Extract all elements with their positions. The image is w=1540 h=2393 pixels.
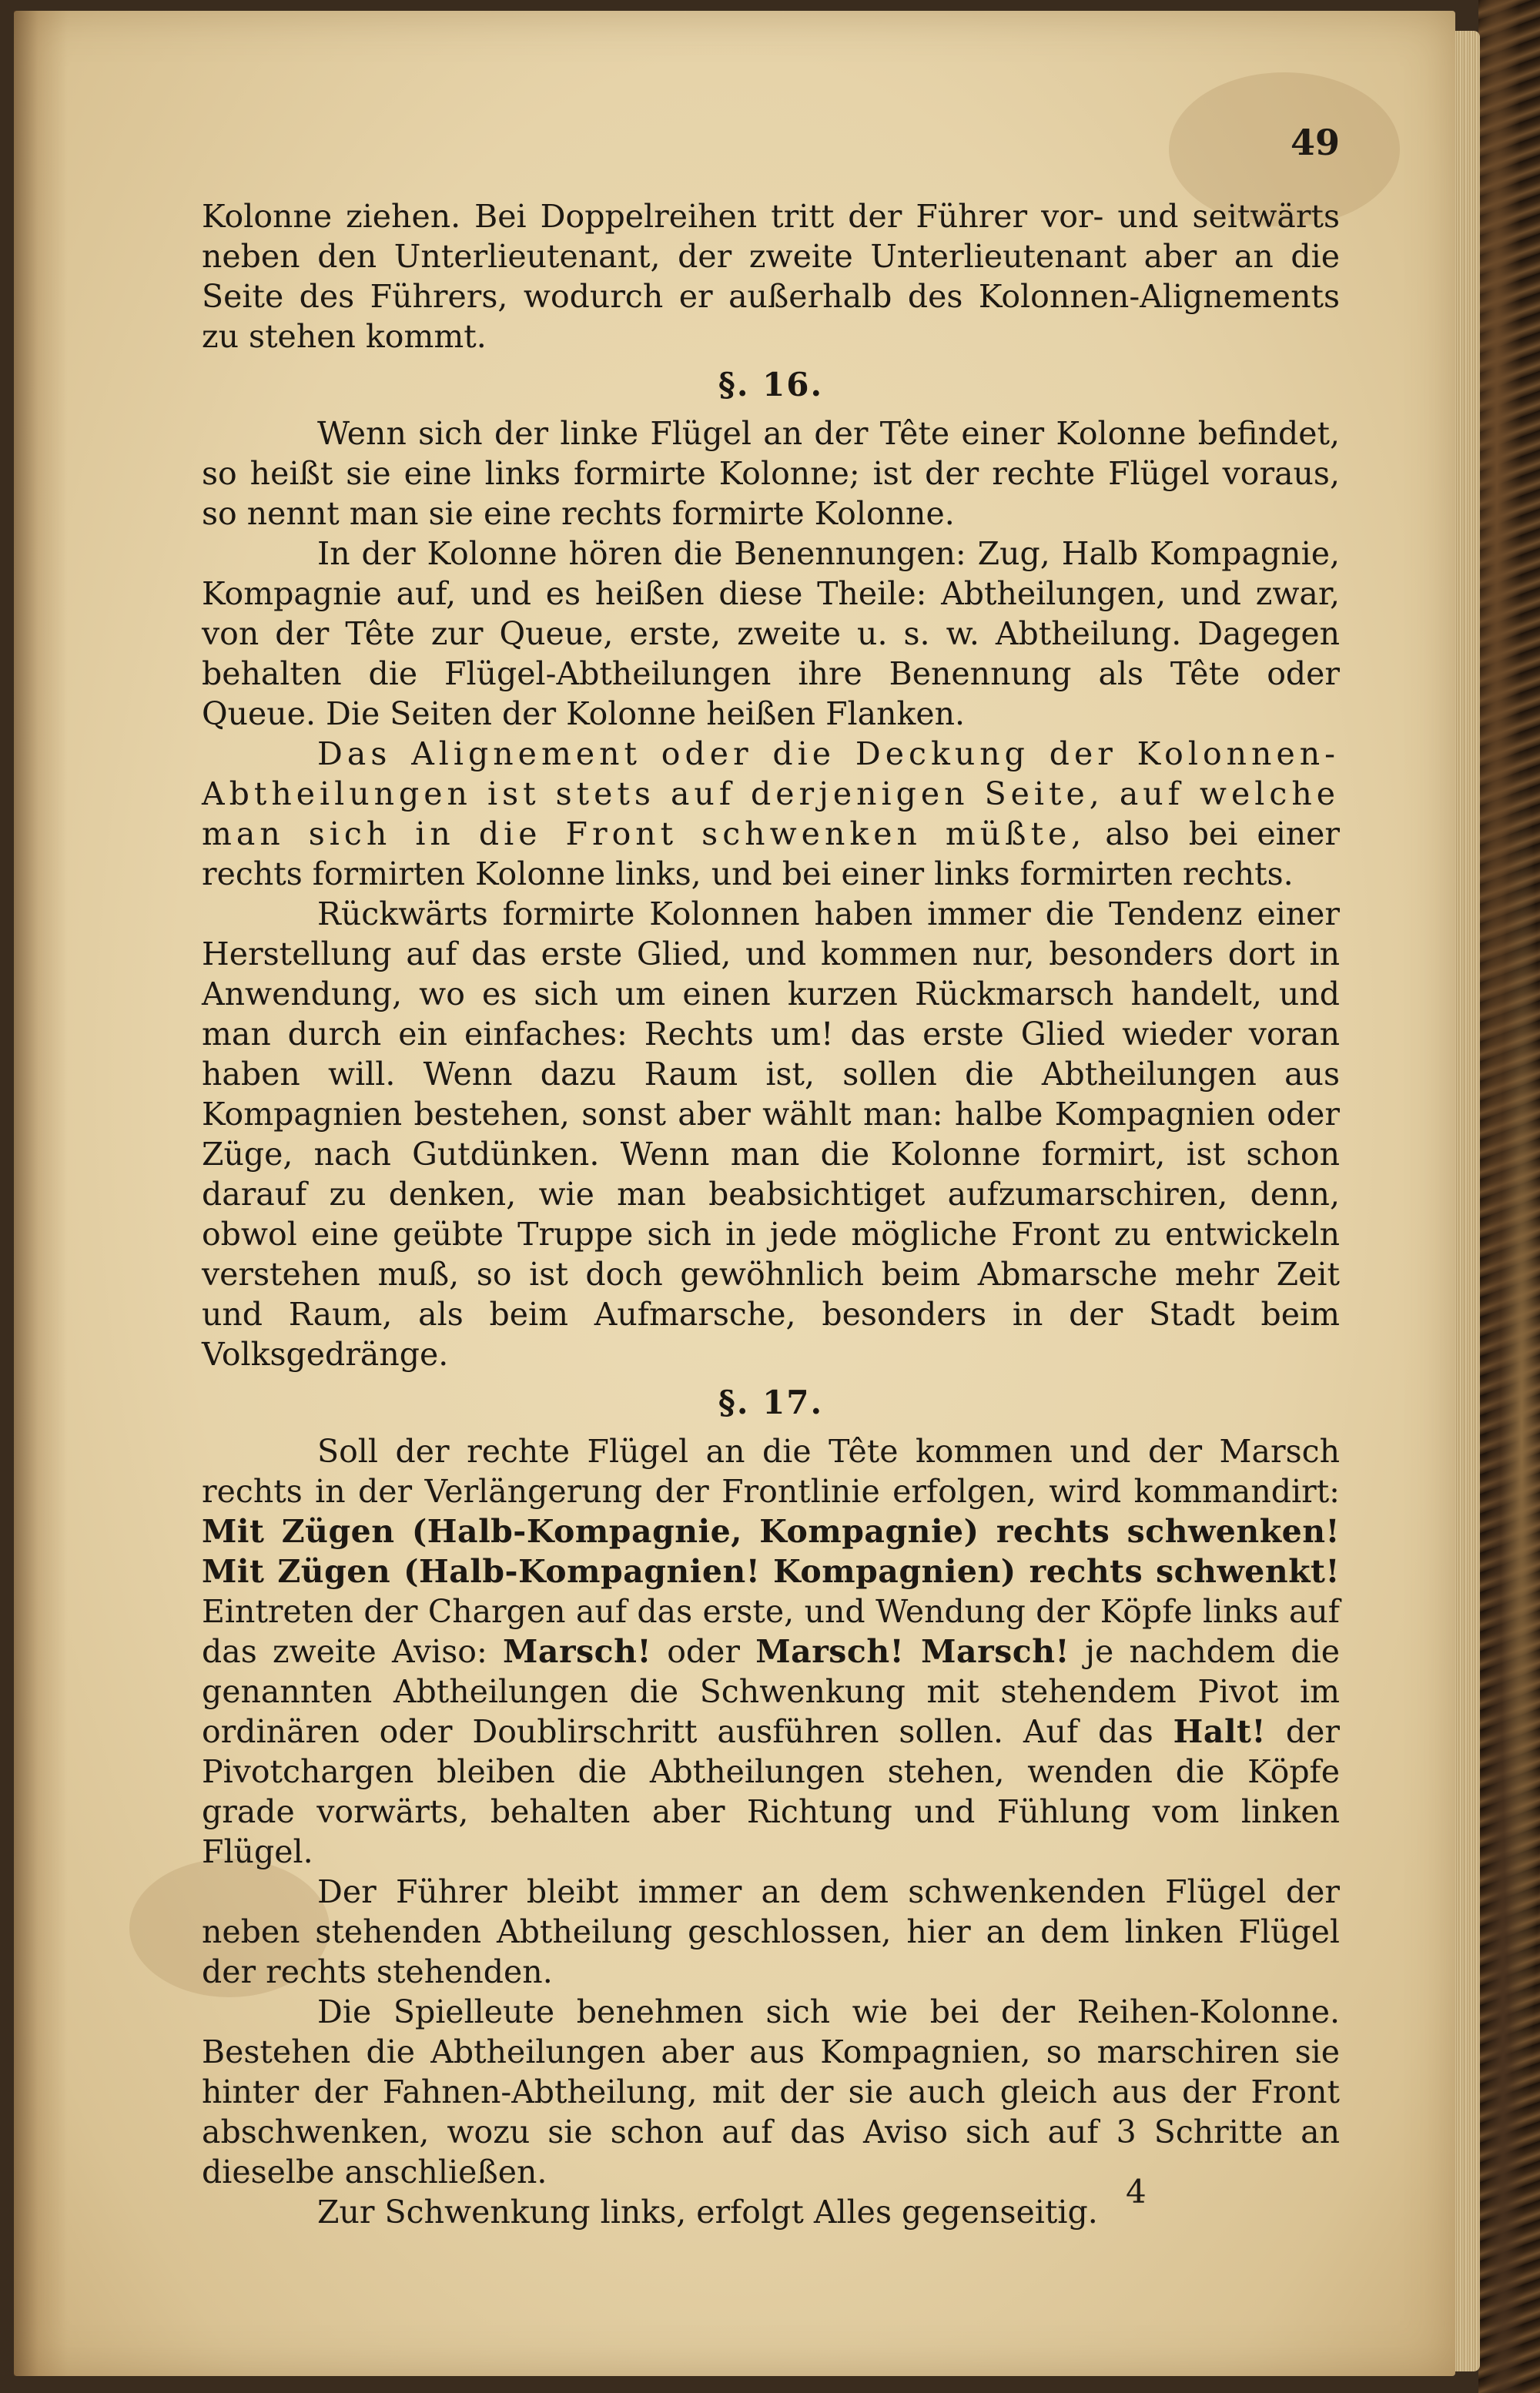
paragraph: Der Führer bleibt immer an dem schwenkenden Flügel der neben stehenden Abtheilung geschlossen, hier an dem linken Flügel der rechts stehenden. xyxy=(202,1873,1340,1990)
paragraph xyxy=(202,734,1340,894)
command-text: Marsch! xyxy=(503,1633,651,1670)
page-number: 49 xyxy=(1290,122,1340,163)
body-text xyxy=(202,196,1340,2232)
paragraph: Wenn sich der linke Flügel an der Tête einer Kolonne befindet, so heißt sie eine links formirte Kolonne; ist der rechte Flügel voraus, so nennt man sie eine rechts formirte Kolonne. xyxy=(202,415,1340,532)
text-run: Soll der rechte Flügel an die Tête kommen und der Marsch rechts in der Verlängerung der Frontlinie erfolgen, wird kommandirt: xyxy=(202,1433,1340,1510)
section-heading: §. 17. xyxy=(718,1384,824,1421)
text-run: also bei einer rechts formirten Kolonne links, und bei einer links formirten rechts. xyxy=(202,815,1340,892)
paragraph: Die Spielleute benehmen sich wie bei der Reihen-Kolonne. Bestehen die Abtheilungen aber aus Kompagnien, so marschiren sie hinter der Fahnen-Abtheilung, mit der sie auch gleich aus der Front abschwenken, wozu sie schon auf das Aviso sich auf 3 Schritte an dieselbe anschließen. xyxy=(202,1993,1340,2191)
text-run: Eintreten der Chargen auf das erste, und Wendung der Köpfe links auf das zweite Aviso: xyxy=(202,1593,1340,1670)
text-run: der Pivotchargen bleiben die Abtheilungen stehen, wenden die Köpfe grade vorwärts, behalten aber Richtung und Fühlung vom linken Flügel. xyxy=(202,1713,1340,1870)
signature-mark: 4 xyxy=(1126,2173,1147,2211)
paragraph: In der Kolonne hören die Benennungen: Zug, Halb Kompagnie, Kompagnie auf, und es heißen diese Theile: Abtheilungen, und zwar, von der Tête zur Queue, erste, zweite u. s. w. Abtheilung. Dagegen behalten die Flügel-Abtheilungen ihre Benennung als Tête oder Queue. Die Seiten der Kolonne heißen Flanken. xyxy=(202,535,1340,732)
emphasized-text: Das Alignement oder die Deckung der Kolonnen-Abtheilungen ist stets auf derjenigen Seite, auf welche man sich in die Front schwenken müßte, xyxy=(202,735,1340,852)
command-text: Marsch! Marsch! xyxy=(755,1633,1070,1670)
section-heading: §. 16. xyxy=(718,366,824,403)
command-text: Mit Zügen (Halb-Kompagnie, Kompagnie) rechts schwenken! Mit Zügen (Halb-Kompagnien! Kompagnien) rechts schwenkt! xyxy=(202,1513,1340,1590)
text-run: oder xyxy=(651,1633,756,1670)
paragraph: Rückwärts formirte Kolonnen haben immer die Tendenz einer Herstellung auf das erste Glied, und kommen nur, besonders dort in Anwendung, wo es sich um einen kurzen Rückmarsch handelt, und man durch ein einfaches: Rechts um! das erste Glied wieder voran haben will. Wenn dazu Raum ist, sollen die Abtheilungen aus Kompagnien bestehen, sonst aber wählt man: halbe Kompagnien oder Züge, nach Gutdünken. Wenn man die Kolonne formirt, ist schon darauf zu denken, wie man beabsichtiget aufzumarschiren, denn, obwol eine geübte Truppe sich in jede mögliche Front zu entwickeln verstehen muß, so ist doch gewöhnlich beim Abmarsche mehr Zeit und Raum, als beim Aufmarsche, besonders in der Stadt beim Volksgedränge. xyxy=(202,895,1340,1373)
command-text: Halt! xyxy=(1173,1713,1266,1750)
marbled-book-cover xyxy=(1478,0,1540,2393)
paragraph: Kolonne ziehen. Bei Doppelreihen tritt der Führer vor- und seitwärts neben den Unterlieutenant, der zweite Unterlieutenant aber an die Seite des Führers, wodurch er außerhalb des Kolonnen-Alignements zu stehen kommt. xyxy=(202,198,1340,355)
page-gutter-shadow xyxy=(14,11,68,2376)
paragraph: Zur Schwenkung links, erfolgt Alles gegenseitig. xyxy=(317,2194,1098,2231)
paragraph xyxy=(202,1431,1340,1872)
text-run: je nachdem die genannten Abtheilungen die Schwenkung mit stehendem Pivot im ordinären oder Doublirschritt ausführen sollen. Auf das xyxy=(202,1633,1341,1750)
